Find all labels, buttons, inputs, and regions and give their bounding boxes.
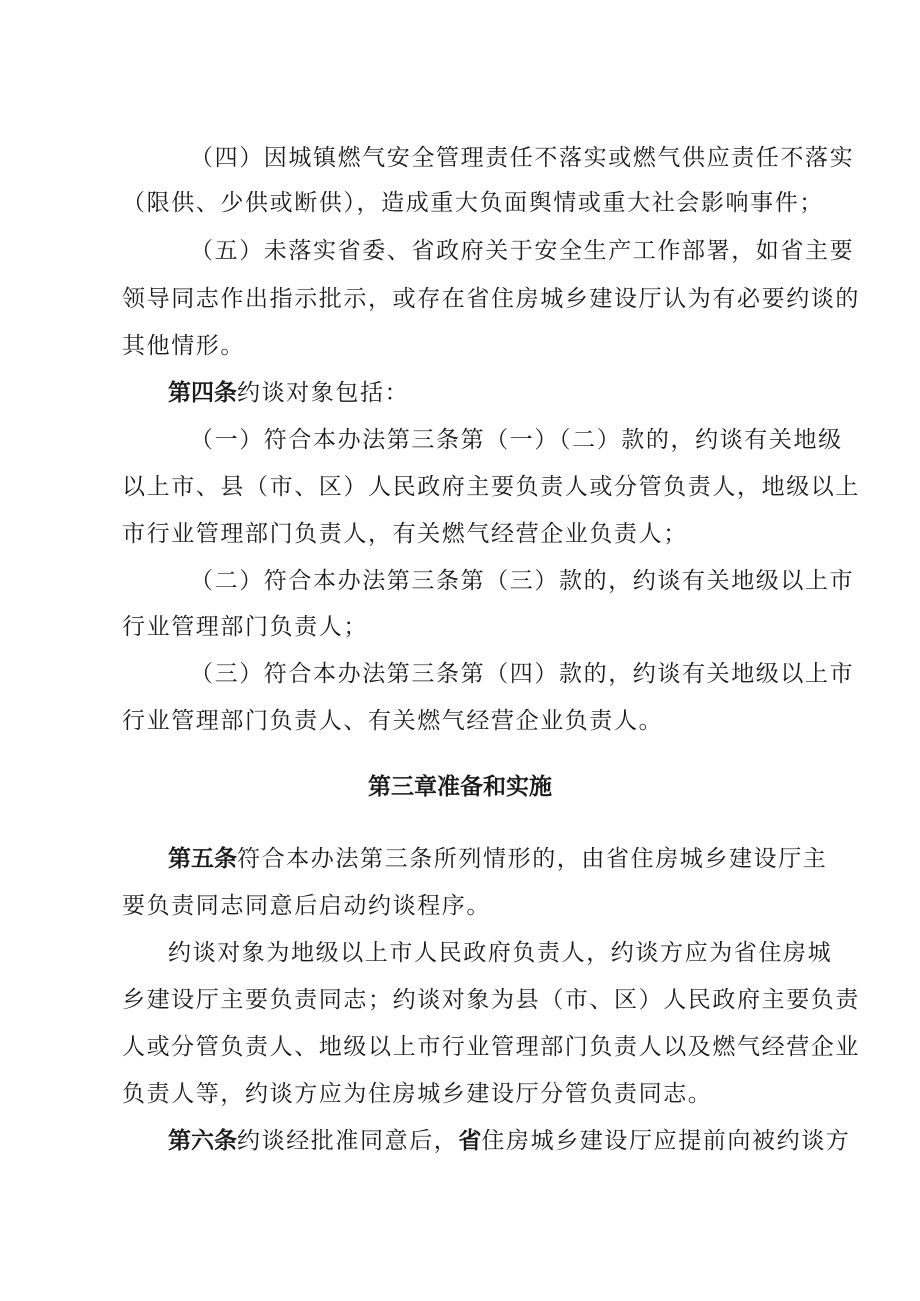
article-4-text: 约谈对象包括： [237, 380, 410, 406]
item-3-line-1: （三）符合本办法第三条第（四）款的，约谈有关地级以上市 [190, 661, 855, 687]
paragraph-4-line-1: （四）因城镇燃气安全管理责任不落实或燃气供应责任不落实 [190, 145, 855, 171]
article-6-line-1 [168, 1126, 851, 1156]
paragraph-6-line-4: 负责人等，约谈方应为住房城乡建设厅分管负责同志。 [122, 1081, 713, 1107]
article-5-line-1 [168, 844, 828, 874]
paragraph-4-line-2: （限供、少供或断供），造成重大负面舆情或重大社会影响事件； [122, 190, 824, 216]
item-2-line-2: 行业管理部门负责人； [122, 614, 368, 640]
item-2-line-1: （二）符合本办法第三条第（三）款的，约谈有关地级以上市 [190, 568, 855, 594]
item-3-line-2: 行业管理部门负责人、有关燃气经营企业负责人。 [122, 708, 664, 734]
article-6-text-2: 住房城乡建设厅应提前向被约谈方 [481, 1128, 851, 1154]
article-6-label: 第六条 [168, 1128, 237, 1154]
paragraph-5-line-2: 领导同志作出指示批示，或存在省住房城乡建设厅认为有必要约谈的 [122, 286, 860, 312]
paragraph-6-line-1: 约谈对象为地级以上市人民政府负责人，约谈方应为省住房城 [168, 940, 833, 966]
chapter-heading: 第三章准备和实施 [368, 774, 552, 800]
article-6-text-1: 约谈经批准同意后， [237, 1128, 459, 1154]
article-5-text: 符合本办法第三条所列情形的，由省住房城乡建设厅主 [237, 846, 828, 872]
item-1-line-2: 以上市、县（市、区）人民政府主要负责人或分管负责人，地级以上 [122, 474, 860, 500]
article-5-label: 第五条 [168, 846, 237, 872]
article-4-label: 第四条 [168, 380, 237, 406]
item-1-line-3: 市行业管理部门负责人，有关燃气经营企业负责人； [122, 521, 688, 547]
article-4 [168, 378, 409, 408]
paragraph-6-line-3: 人或分管负责人、地级以上市行业管理部门负责人以及燃气经营企业 [122, 1034, 860, 1060]
paragraph-5-line-3: 其他情形。 [122, 333, 245, 359]
article-6-bold-char: 省 [458, 1128, 482, 1154]
article-5-line-2: 要负责同志同意后启动约谈程序。 [122, 893, 491, 919]
paragraph-5-line-1: （五）未落实省委、省政府关于安全生产工作部署，如省主要 [190, 238, 855, 264]
paragraph-6-line-2: 乡建设厅主要负责同志；约谈对象为县（市、区）人民政府主要负责 [122, 987, 860, 1013]
item-1-line-1: （一）符合本办法第三条第（一）（二）款的，约谈有关地级 [190, 427, 843, 453]
